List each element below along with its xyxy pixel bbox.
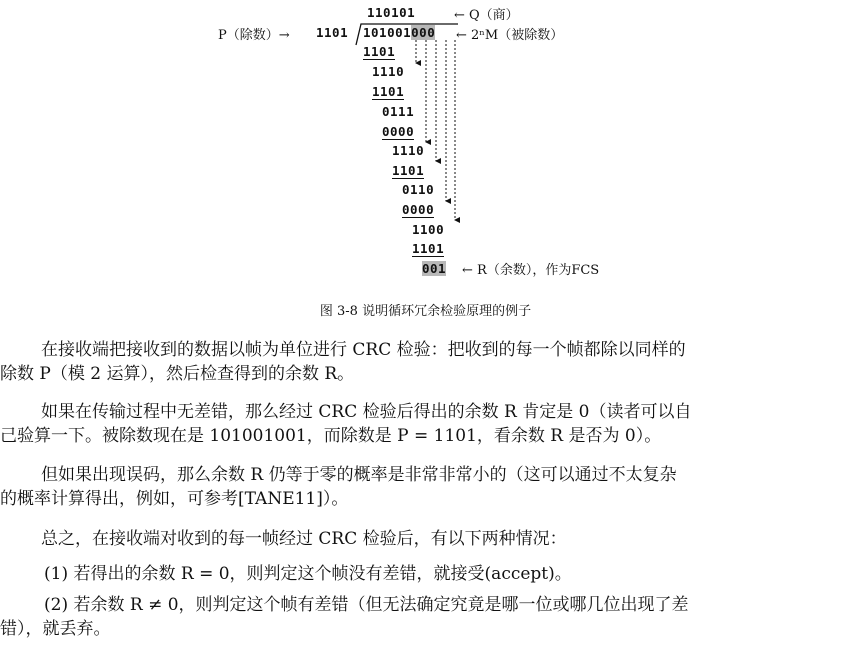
figure-caption: 图 3-8 说明循环冗余检验原理的例子 xyxy=(319,304,532,319)
quotient: 110101 xyxy=(367,5,416,20)
division-step: 0111 xyxy=(382,104,415,119)
paragraph xyxy=(0,527,567,551)
division-step: 1110 xyxy=(372,64,405,79)
text-line: (1) 若得出的余数 R = 0，则判定这个帧没有差错，就接受(accept)。 xyxy=(44,564,572,584)
division-step: 1100 xyxy=(412,222,445,237)
paragraph xyxy=(0,338,686,386)
division-step: 0110 xyxy=(402,182,435,197)
division-step: 1110 xyxy=(392,143,425,158)
remainder: 001 xyxy=(422,261,447,276)
remainder-label: ← R（余数），作为FCS xyxy=(462,263,600,278)
divisor: 1101 xyxy=(316,25,349,40)
dividend-padding: 000 xyxy=(411,25,436,40)
text-line: 但如果出现误码，那么余数 R 仍等于零的概率是非常非常小的（这可以通过不太复杂 xyxy=(24,465,677,485)
text-line: 的概率计算得出，例如，可参考[TANE11]）。 xyxy=(0,489,349,509)
text-line: 如果在传输过程中无差错，那么经过 CRC 检验后得出的余数 R 肯定是 0（读者可以自 xyxy=(24,402,692,422)
text-line: (2) 若余数 R ≠ 0，则判定这个帧有差错（但无法确定究竟是哪一位或哪几位出现了差 xyxy=(44,595,689,615)
division-step: 1101 xyxy=(363,44,396,59)
divisor-label: P（除数）→ xyxy=(218,28,290,43)
division-step: 1101 xyxy=(412,241,445,256)
list-item xyxy=(0,593,689,641)
dividend-label: ← 2ⁿM（被除数） xyxy=(456,28,564,43)
text-line: 除数 P（模 2 运算），然后检查得到的余数 R。 xyxy=(0,364,355,384)
division-step: 1101 xyxy=(392,163,425,178)
dividend xyxy=(363,25,435,40)
text-line: 错），就丢弃。 xyxy=(0,619,111,639)
text-line: 在接收端把接收到的数据以帧为单位进行 CRC 检验：把收到的每一个帧都除以同样的 xyxy=(24,340,686,360)
paragraph xyxy=(0,463,677,511)
dividend-main: 101001 xyxy=(363,25,412,40)
quotient-label: ← Q（商） xyxy=(454,8,519,23)
text-line: 己验算一下。被除数现在是 101001001，而除数是 P = 1101，看余数 R 是否为 0）。 xyxy=(0,426,662,446)
text-line: 总之，在接收端对收到的每一帧经过 CRC 检验后，有以下两种情况： xyxy=(24,529,567,549)
paragraph xyxy=(0,400,691,448)
division-step: 0000 xyxy=(402,202,435,217)
division-step: 0000 xyxy=(382,124,415,139)
division-step: 1101 xyxy=(372,84,405,99)
list-item xyxy=(0,562,572,586)
